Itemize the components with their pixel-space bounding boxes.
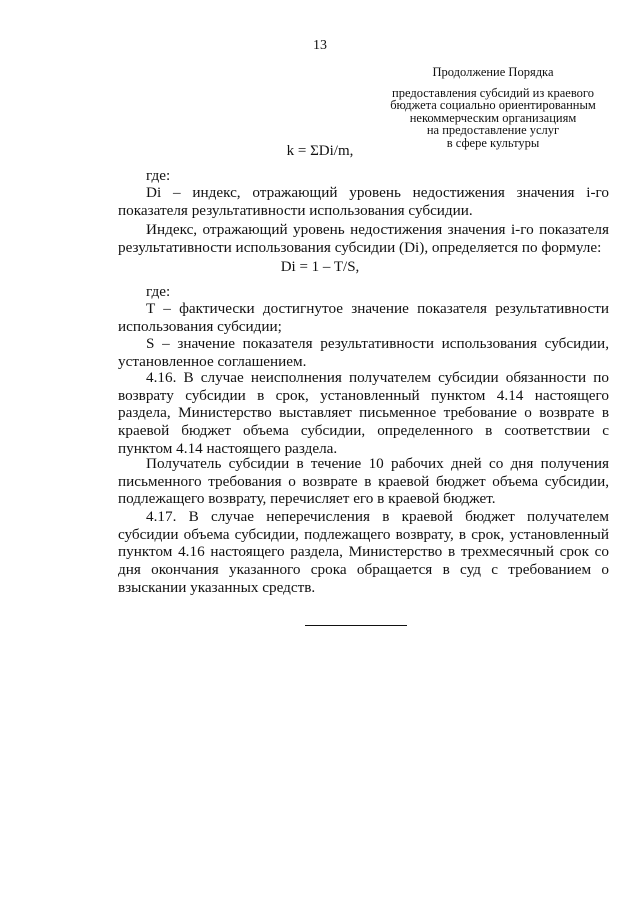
paragraph-recipient: Получатель субсидии в течение 10 рабочих дней со дня получения письменного требования о возврате в краевой бюджет объема субсидии, подлежащего возврату, перечисляет его в краевой бюджет. (118, 455, 609, 508)
header-title-line: предоставления субсидий из краевого (392, 85, 594, 100)
paragraph-4-17: 4.17. В случае неперечисления в краевой бюджет получателем субсидии объема субсидии, подлежащего возврату, в срок, установленный пунктом 4.16 настоящего раздела, Министерство в трехмесячный срок со дня окончания указанного срока обращается в суд с требованием о взыскании указанных средств. (118, 508, 609, 596)
header-title-line: в сфере культуры (446, 135, 540, 150)
page-number: 13 (313, 38, 327, 53)
header-continuation-line: Продолжение Порядка (432, 65, 554, 79)
formula-k: k = ΣDi/m, (286, 143, 354, 159)
definition-s: S – значение показателя результативности использования субсидии, установленное соглашением. (118, 335, 609, 370)
where-label: где: (146, 167, 171, 184)
definition-di: Di – индекс, отражающий уровень недостижения значения i-го показателя результативности использования субсидии. (118, 184, 609, 219)
where-label: где: (146, 283, 171, 300)
paragraph-4-16: 4.16. В случае неисполнения получателем субсидии обязанности по возврату субсидии в срок, установленный пунктом 4.14 настоящего раздела, Министерство выставляет письменное требование о возврате в краевой бюджет объема субсидии, определенного в соответствии с пунктом 4.14 настоящего раздела. (118, 369, 609, 457)
definition-t: T – фактически достигнутое значение показателя результативности использования субсидии; (118, 300, 609, 335)
header-title-line: на предоставление услуг (426, 123, 560, 137)
end-divider-line (305, 625, 407, 626)
header-title-line: некоммерческим организациям (409, 110, 577, 125)
index-paragraph: Индекс, отражающий уровень недостижения значения i-го показателя результативности использования субсидии (Di), определяется по формуле: (118, 221, 609, 256)
formula-di: Di = 1 – T/S, (280, 259, 360, 275)
document-header (360, 66, 626, 149)
header-title-line: бюджета социально ориентированным (390, 98, 596, 112)
